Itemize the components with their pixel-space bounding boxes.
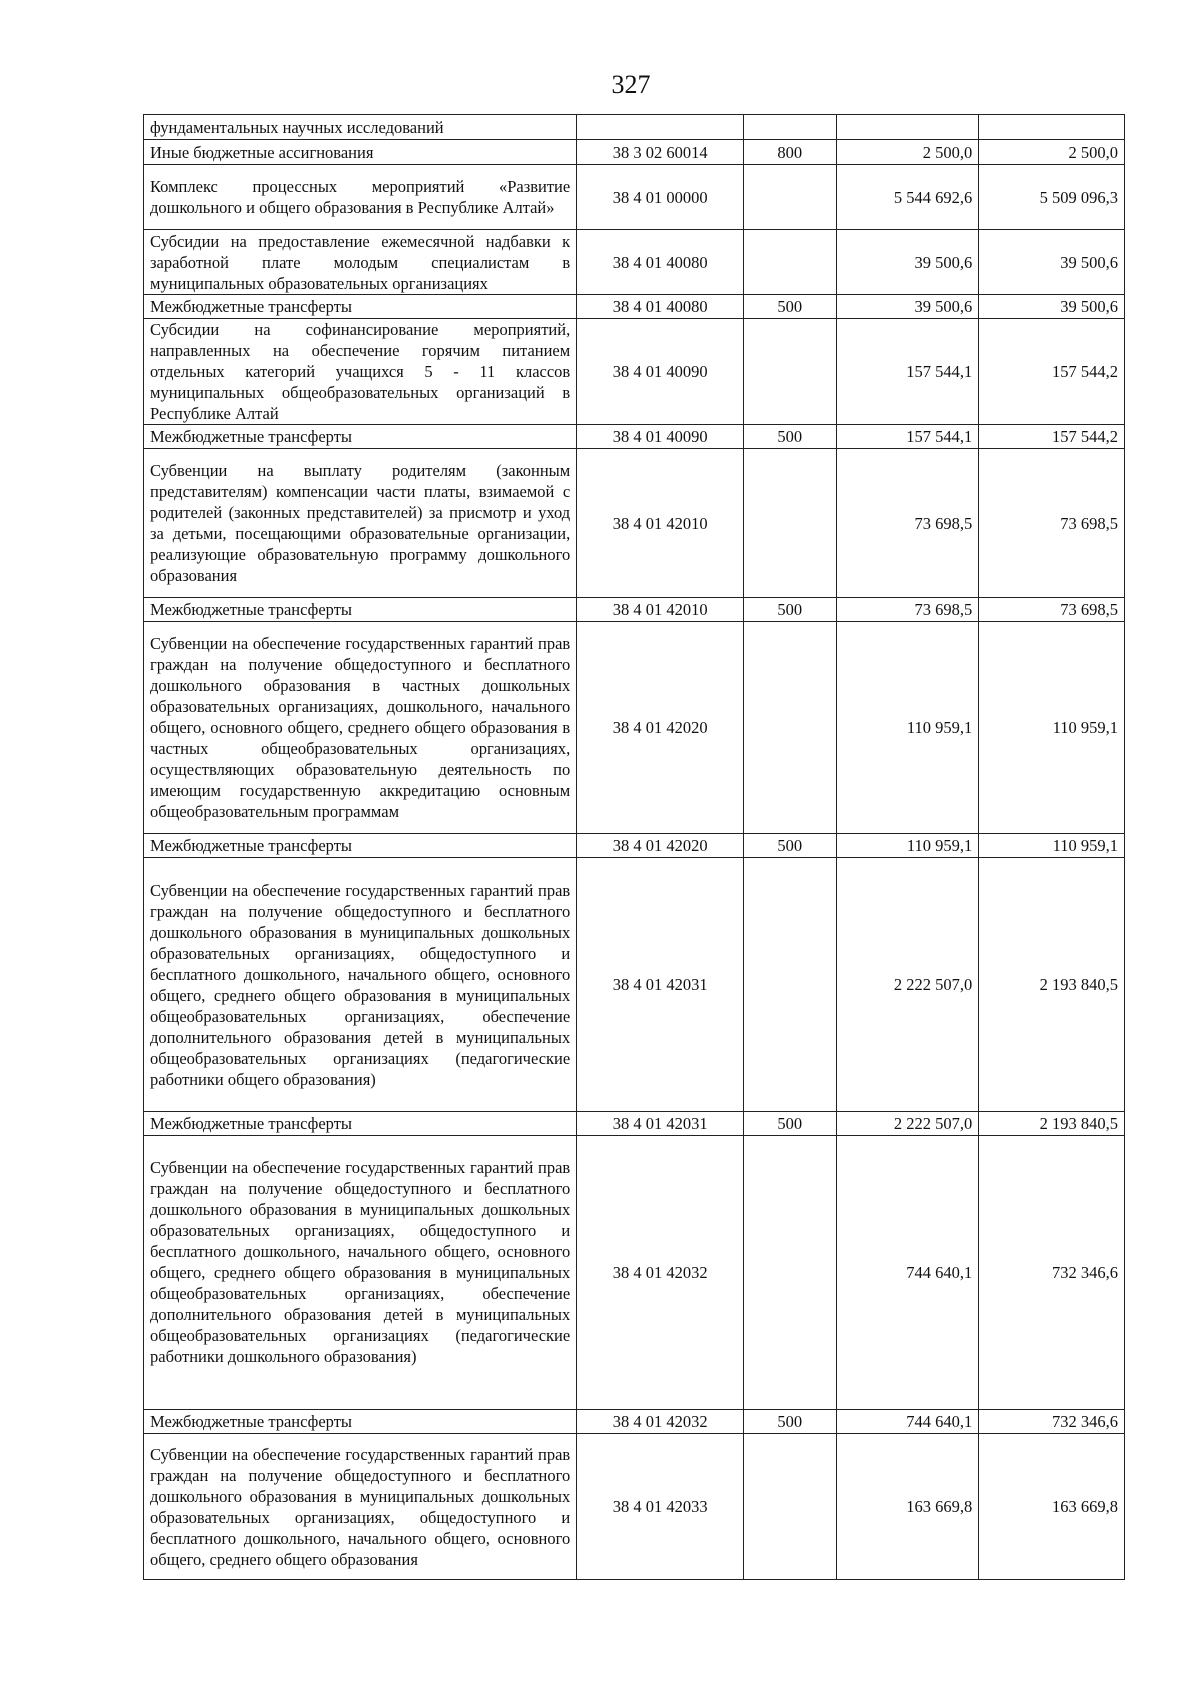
row-code: 38 4 01 40080 (577, 230, 744, 295)
row-sum-1: 73 698,5 (836, 598, 979, 622)
row-sum-1: 157 544,1 (836, 425, 979, 449)
row-name: Субвенции на обеспечение государственных гарантий прав граждан на получение общедоступного и бесплатного дошкольного образования в муниципальных дошкольных образовательных организациях, общедоступного и бесплатного дошкольного, начального общего, основного общего, среднего общего образования в муниципальных общеобразовательных организациях, обеспечение дополнительного образования детей в муниципальных общеобразовательных организациях (педагогические работники дошкольного образования) (144, 1136, 577, 1410)
row-code: 38 4 01 42020 (577, 834, 744, 858)
table-row (144, 295, 1125, 319)
table-row (144, 858, 1125, 1112)
row-name: фундаментальных научных исследований (144, 115, 577, 140)
row-sum-1: 39 500,6 (836, 295, 979, 319)
row-name: Межбюджетные трансферты (144, 1410, 577, 1434)
row-expense-type: 500 (744, 425, 836, 449)
table-row (144, 1434, 1125, 1580)
row-code: 38 4 01 42010 (577, 598, 744, 622)
row-expense-type (744, 319, 836, 425)
row-code: 38 4 01 42033 (577, 1434, 744, 1580)
row-expense-type: 500 (744, 295, 836, 319)
row-expense-type: 500 (744, 834, 836, 858)
table-row (144, 834, 1125, 858)
row-sum-2: 73 698,5 (979, 449, 1125, 598)
table-row (144, 1136, 1125, 1410)
row-sum-1: 2 500,0 (836, 140, 979, 165)
row-sum-1: 744 640,1 (836, 1410, 979, 1434)
table-row (144, 622, 1125, 834)
row-expense-type (744, 449, 836, 598)
row-expense-type: 500 (744, 598, 836, 622)
budget-table-body (144, 115, 1125, 1580)
row-sum-1: 39 500,6 (836, 230, 979, 295)
row-sum-2 (979, 115, 1125, 140)
row-sum-2: 5 509 096,3 (979, 165, 1125, 230)
row-sum-2: 110 959,1 (979, 622, 1125, 834)
row-sum-1: 2 222 507,0 (836, 858, 979, 1112)
row-code: 38 4 01 42031 (577, 858, 744, 1112)
row-name: Межбюджетные трансферты (144, 295, 577, 319)
row-name: Межбюджетные трансферты (144, 425, 577, 449)
row-name: Комплекс процессных мероприятий «Развитие дошкольного и общего образования в Республике Алтай» (144, 165, 577, 230)
row-code: 38 4 01 42020 (577, 622, 744, 834)
table-row (144, 165, 1125, 230)
row-code: 38 4 01 40090 (577, 319, 744, 425)
row-name: Субвенции на обеспечение государственных гарантий прав граждан на получение общедоступного и бесплатного дошкольного образования в муниципальных дошкольных образовательных организациях, общедоступного и бесплатного дошкольного, начального общего, основного общего, среднего общего образования в муниципальных общеобразовательных организациях, обеспечение дополнительного образования детей в муниципальных общеобразовательных организациях (педагогические работники общего образования) (144, 858, 577, 1112)
row-code: 38 4 01 40090 (577, 425, 744, 449)
row-expense-type: 500 (744, 1410, 836, 1434)
row-code (577, 115, 744, 140)
row-sum-1: 110 959,1 (836, 622, 979, 834)
row-sum-1 (836, 115, 979, 140)
row-name: Субсидии на предоставление ежемесячной надбавки к заработной плате молодым специалистам в муниципальных образовательных организациях (144, 230, 577, 295)
row-name: Иные бюджетные ассигнования (144, 140, 577, 165)
row-sum-2: 732 346,6 (979, 1136, 1125, 1410)
row-expense-type (744, 622, 836, 834)
row-code: 38 4 01 42010 (577, 449, 744, 598)
row-sum-2: 732 346,6 (979, 1410, 1125, 1434)
row-name: Межбюджетные трансферты (144, 834, 577, 858)
row-name: Субвенции на обеспечение государственных гарантий прав граждан на получение общедоступного и бесплатного дошкольного образования в муниципальных дошкольных образовательных организациях, общедоступного и бесплатного дошкольного, начального общего, основного общего, среднего общего образования (144, 1434, 577, 1580)
row-sum-1: 744 640,1 (836, 1136, 979, 1410)
table-row (144, 230, 1125, 295)
row-sum-2: 39 500,6 (979, 230, 1125, 295)
row-sum-1: 110 959,1 (836, 834, 979, 858)
page-number: 327 (611, 70, 651, 99)
row-expense-type (744, 1434, 836, 1580)
row-expense-type (744, 165, 836, 230)
row-expense-type (744, 858, 836, 1112)
row-sum-1: 73 698,5 (836, 449, 979, 598)
row-expense-type (744, 115, 836, 140)
table-row (144, 1410, 1125, 1434)
table-row (144, 449, 1125, 598)
row-expense-type (744, 1136, 836, 1410)
row-sum-1: 2 222 507,0 (836, 1112, 979, 1136)
row-sum-2: 157 544,2 (979, 425, 1125, 449)
row-name: Межбюджетные трансферты (144, 1112, 577, 1136)
row-name: Межбюджетные трансферты (144, 598, 577, 622)
row-expense-type: 800 (744, 140, 836, 165)
row-sum-2: 73 698,5 (979, 598, 1125, 622)
table-row (144, 425, 1125, 449)
row-sum-2: 2 193 840,5 (979, 1112, 1125, 1136)
table-row (144, 140, 1125, 165)
row-name: Субсидии на софинансирование мероприятий, направленных на обеспечение горячим питанием отдельных категорий учащихся 5 - 11 классов муниципальных общеобразовательных организаций в Республике Алтай (144, 319, 577, 425)
row-name: Субвенции на обеспечение государственных гарантий прав граждан на получение общедоступного и бесплатного дошкольного образования в частных дошкольных образовательных организациях, дошкольного, начального общего, основного общего, среднего общего образования в частных общеобразовательных организациях, осуществляющих образовательную деятельность по имеющим государственную аккредитацию основным общеобразовательным программам (144, 622, 577, 834)
row-code: 38 3 02 60014 (577, 140, 744, 165)
row-code: 38 4 01 40080 (577, 295, 744, 319)
row-expense-type: 500 (744, 1112, 836, 1136)
row-code: 38 4 01 42032 (577, 1136, 744, 1410)
row-code: 38 4 01 42031 (577, 1112, 744, 1136)
row-sum-2: 2 193 840,5 (979, 858, 1125, 1112)
table-row (144, 319, 1125, 425)
row-sum-2: 157 544,2 (979, 319, 1125, 425)
row-code: 38 4 01 00000 (577, 165, 744, 230)
row-sum-2: 110 959,1 (979, 834, 1125, 858)
row-code: 38 4 01 42032 (577, 1410, 744, 1434)
table-row (144, 598, 1125, 622)
row-sum-2: 39 500,6 (979, 295, 1125, 319)
row-sum-2: 2 500,0 (979, 140, 1125, 165)
row-name: Субвенции на выплату родителям (законным представителям) компенсации части платы, взимаемой с родителей (законных представителей) за присмотр и уход за детьми, посещающими образовательные организации, реализующие образовательную программу дошкольного образования (144, 449, 577, 598)
budget-table (143, 114, 1125, 1580)
row-sum-1: 157 544,1 (836, 319, 979, 425)
row-expense-type (744, 230, 836, 295)
row-sum-1: 163 669,8 (836, 1434, 979, 1580)
row-sum-1: 5 544 692,6 (836, 165, 979, 230)
table-row (144, 1112, 1125, 1136)
row-sum-2: 163 669,8 (979, 1434, 1125, 1580)
table-row (144, 115, 1125, 140)
